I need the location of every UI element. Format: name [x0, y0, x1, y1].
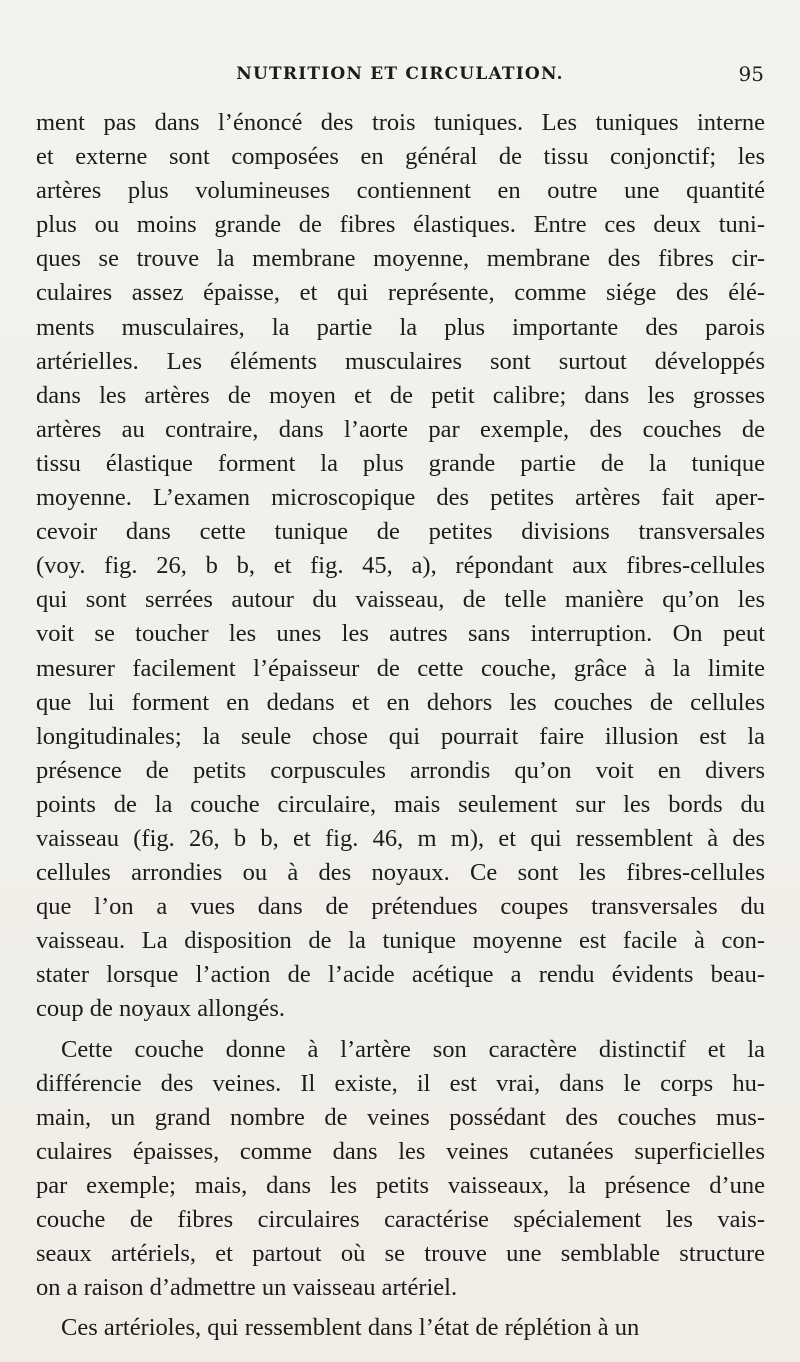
page-number: 95: [738, 62, 764, 86]
text-line: points de la couche circulaire, mais seulement sur les bords du: [36, 790, 765, 818]
text-line: artérielles. Les éléments musculaires sont surtout développés: [36, 347, 765, 375]
text-line: longitudinales; la seule chose qui pourrait faire illusion est la: [36, 722, 765, 750]
text-line: moyenne. L’examen microscopique des petites artères fait aper-: [36, 484, 765, 512]
text-line: couche de fibres circulaires caractérise spécialement les vais-: [36, 1206, 765, 1233]
text-line: Ces artérioles, qui ressemblent dans l’état de réplétion à un: [61, 1314, 640, 1342]
paragraph: [36, 106, 765, 1027]
text-line: que lui forment en dedans et en dehors les couches de cellules: [36, 688, 765, 716]
text-line: ques se trouve la membrane moyenne, membrane des fibres cir-: [36, 245, 765, 273]
text-line: on a raison d’admettre un vaisseau artériel.: [36, 1274, 458, 1302]
text-line: vaisseau. La disposition de la tunique moyenne est facile à con-: [36, 927, 765, 955]
text-line: stater lorsque l’action de l’acide acétique a rendu évidents beau-: [36, 961, 765, 989]
paragraph: [36, 1033, 765, 1306]
text-line: (voy. fig. 26, b b, et fig. 45, a), répondant aux fibres-cellules: [36, 552, 765, 580]
text-line: plus ou moins grande de fibres élastiques. Entre ces deux tuni-: [36, 211, 765, 239]
text-line: artères au contraire, dans l’aorte par exemple, des couches de: [36, 415, 765, 443]
paragraph: [36, 1311, 765, 1345]
text-line: différencie des veines. Il existe, il est vrai, dans le corps hu-: [36, 1069, 765, 1097]
body-text: [36, 106, 765, 1345]
text-line: main, un grand nombre de veines possédant des couches mus-: [36, 1103, 765, 1131]
text-line: présence de petits corpuscules arrondis qu’on voit en divers: [36, 756, 765, 784]
text-line: et externe sont composées en général de tissu conjonctif; les: [36, 143, 765, 171]
text-line: seaux artériels, et partout où se trouve une semblable structure: [36, 1240, 765, 1268]
text-line: coup de noyaux allongés.: [36, 995, 286, 1023]
text-line: voit se toucher les unes les autres sans interruption. On peut: [36, 620, 765, 648]
text-line: culaires épaisses, comme dans les veines cutanées superficielles: [36, 1137, 765, 1165]
text-line: par exemple; mais, dans les petits vaisseaux, la présence d’une: [36, 1171, 765, 1199]
text-line: que l’on a vues dans de prétendues coupes transversales du: [36, 893, 765, 921]
text-line: cellules arrondies ou à des noyaux. Ce sont les fibres-cellules: [36, 859, 765, 887]
text-line: culaires assez épaisse, et qui représente, comme siége des élé-: [36, 279, 765, 307]
text-line: dans les artères de moyen et de petit calibre; dans les grosses: [36, 381, 765, 409]
text-line: ment pas dans l’énoncé des trois tuniques. Les tuniques interne: [36, 109, 765, 136]
running-header: [36, 64, 764, 98]
text-line: cevoir dans cette tunique de petites divisions transversales: [36, 518, 765, 546]
text-line: artères plus volumineuses contiennent en outre une quantité: [36, 177, 765, 205]
text-line: mesurer facilement l’épaisseur de cette couche, grâce à la limite: [36, 654, 765, 682]
text-line: tissu élastique forment la plus grande partie de la tunique: [36, 449, 765, 477]
text-line: vaisseau (fig. 26, b b, et fig. 46, m m), et qui ressemblent à des: [36, 824, 765, 852]
text-line: qui sont serrées autour du vaisseau, de telle manière qu’on les: [36, 586, 765, 614]
running-title: NUTRITION ET CIRCULATION.: [236, 64, 564, 84]
text-line: ments musculaires, la partie la plus importante des parois: [36, 313, 765, 341]
text-line: Cette couche donne à l’artère son caractère distinctif et la: [61, 1035, 765, 1063]
